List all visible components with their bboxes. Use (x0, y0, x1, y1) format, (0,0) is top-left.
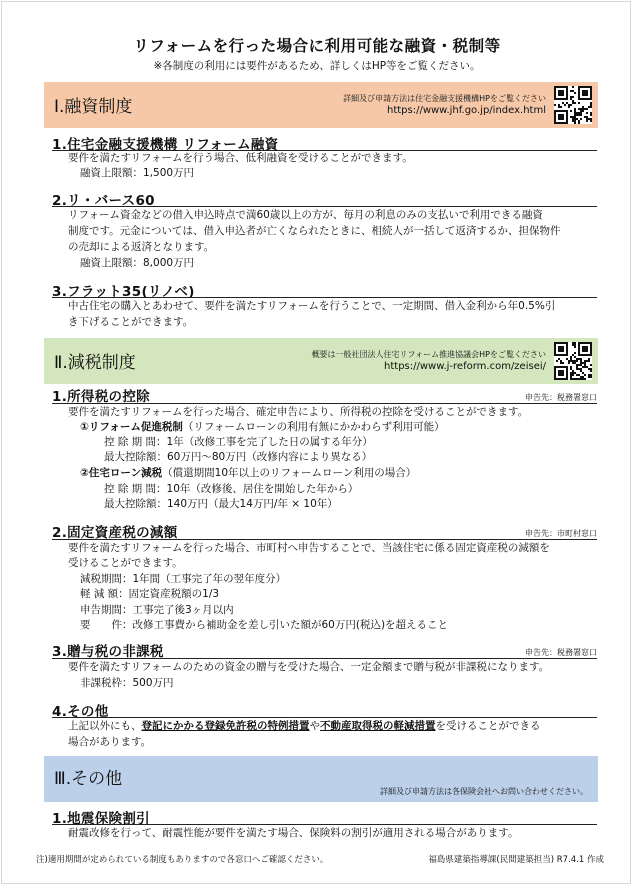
tax-3-heading: 3.贈与税の非課税 (52, 644, 164, 660)
tax-2-period: 減税期間：1年間（工事完了年の翌年度分） (80, 573, 287, 585)
tax-4-registration-measure: 登記にかかる登録免許税の特例措置 (141, 720, 310, 732)
loan-2-limit: 融資上限額：8,000万円 (80, 257, 195, 269)
tax-1-heading: 1.所得税の控除 (52, 389, 150, 405)
tax-2-rule (52, 539, 597, 540)
loan-3-heading: 3.フラット35(リノベ) (52, 284, 195, 300)
tax-1-office-tag: 申告先：税務署窓口 (525, 393, 597, 402)
tax-2-text-line-2: 受けることができます。 (68, 557, 183, 569)
section-2-note (312, 349, 546, 373)
tax-1-sub-2-period: 控 除 期 間：10年（改修後、居住を開始した年から） (104, 483, 359, 495)
other-1-heading: 1.地震保険割引 (52, 811, 150, 827)
tax-1-sub-2-condition: （償還期間10年以上のリフォームローン利用の場合） (162, 467, 417, 479)
tax-4-heading: 4.その他 (52, 704, 109, 720)
loan-3-text-line-2: き下げることができます。 (68, 316, 194, 328)
loan-2-text-line-2: 制度です。元金については、借入申込者が亡くなられたときに、相続人が一括して返済するか、担保物件 (68, 225, 561, 237)
tax-1-sub-1-condition: （リフォームローンの利用有無にかかわらず利用可能） (182, 421, 445, 433)
section-2-header-band (44, 338, 598, 384)
section-1-note (343, 93, 546, 117)
other-1-text: 耐震改修を行って、耐震性能が要件を満たす場合、保険料の割引が適用される場合があります。 (68, 827, 519, 839)
tax-2-office-tag: 申告先：市町村窓口 (525, 529, 597, 538)
section-1-note-text: 詳細及び申請方法は住宅金融支援機構HPをご覧ください (343, 94, 546, 103)
loan-2-heading: 2.リ・バース60 (52, 193, 155, 209)
tax-2-text-line-1: 要件を満たすリフォームを行った場合、市町村へ申告することで、当該住宅に係る固定資産税の減額を (68, 542, 550, 554)
tax-3-office-tag: 申告先：税務署窓口 (525, 648, 597, 657)
tax-4-tail: を受けることができる (435, 720, 541, 732)
tax-1-text: 要件を満たすリフォームを行った場合、確定申告により、所得税の控除を受けることができます。 (68, 406, 529, 418)
tax-4-lead: 上記以外にも、 (68, 720, 142, 732)
tax-2-heading: 2.固定資産税の減額 (52, 525, 178, 541)
tax-4-text-line-2: 場合があります。 (68, 736, 152, 748)
section-1-url-link[interactable]: https://www.jhf.go.jp/index.html (386, 105, 546, 116)
page-subtitle: ※各制度の利用には要件があるため、詳しくはHP等をご覧ください。 (153, 60, 481, 72)
section-3-header-band (44, 756, 598, 802)
tax-3-limit: 非課税枠：500万円 (80, 677, 174, 689)
section-2-url-link[interactable]: https://www.j-reform.com/zeisei/ (384, 361, 546, 372)
tax-3-rule (52, 658, 597, 659)
tax-2-requirement: 要 件：改修工事費から補助金を差し引いた額が60万円(税込)を超えること (80, 619, 449, 631)
tax-2-deadline: 申告期間：工事完了後3ヶ月以内 (80, 604, 234, 616)
section-1-title: Ⅰ.融資制度 (54, 97, 133, 117)
other-1-rule (52, 824, 597, 825)
section-3-note: 詳細及び申請方法は各保険会社へお問い合わせください。 (380, 787, 588, 796)
tax-4-rule (52, 717, 597, 718)
loan-3-text-line-1: 中古住宅の購入とあわせて、要件を満たすリフォームを行うことで、一定期間、借入金利から年0.5%引 (68, 300, 556, 312)
loan-1-heading: 1.住宅金融支援機構 リフォーム融資 (52, 137, 279, 153)
footer-credit: 福島県建築指導課(民間建築担当) R7.4.1 作成 (428, 855, 604, 865)
tax-1-sub-2-max: 最大控除額：140万円（最大14万円/年 × 10年） (104, 498, 338, 510)
loan-2-text-line-1: リフォーム資金などの借入申込時点で満60歳以上の方が、毎月の利息のみの支払いで利用できる融資 (68, 209, 543, 221)
section-3-title: Ⅲ.その他 (54, 769, 123, 789)
tax-2-reduction: 軽 減 額：固定資産税額の1/3 (80, 588, 220, 600)
loan-1-text: 要件を満たすリフォームを行う場合、低利融資を受けることができます。 (68, 152, 413, 164)
loan-2-text-line-3: の売却による返済となります。 (68, 241, 215, 253)
tax-1-sub-2 (80, 466, 416, 481)
loan-2-rule (52, 206, 597, 207)
loan-3-rule (52, 297, 597, 298)
section-1-header-band (44, 82, 598, 128)
tax-4-acquisition-measure: 不動産取得税の軽減措置 (320, 720, 436, 732)
tax-4-conjunction: や (309, 720, 320, 732)
tax-1-rule (52, 403, 597, 404)
section-2-note-text: 概要は一般社団法人住宅リフォーム推進協議会HPをご覧ください (311, 350, 546, 359)
tax-1-sub-1 (80, 420, 445, 435)
tax-1-sub-1-period: 控 除 期 間：1年（改修工事を完了した日の属する年分） (104, 436, 373, 448)
qr-code-icon[interactable] (554, 86, 592, 124)
tax-3-text: 要件を満たすリフォームのための資金の贈与を受けた場合、一定金額まで贈与税が非課税になります。 (68, 661, 550, 673)
loan-1-limit: 融資上限額：1,500万円 (80, 167, 195, 179)
qr-code-icon[interactable] (554, 342, 592, 380)
tax-1-sub-2-title: ②住宅ローン減税 (80, 467, 163, 479)
tax-1-sub-1-max: 最大控除額：60万円～80万円（改修内容により異なる） (104, 451, 373, 463)
tax-1-sub-1-title: ①リフォーム促進税制 (80, 421, 183, 433)
tax-4-text-line-1 (68, 719, 541, 734)
section-2-title: Ⅱ.減税制度 (54, 353, 136, 373)
footer-note: 注)適用期間が定められている制度もありますので各窓口へご確認ください。 (36, 855, 329, 865)
page-title: リフォームを行った場合に利用可能な融資・税制等 (133, 37, 501, 55)
